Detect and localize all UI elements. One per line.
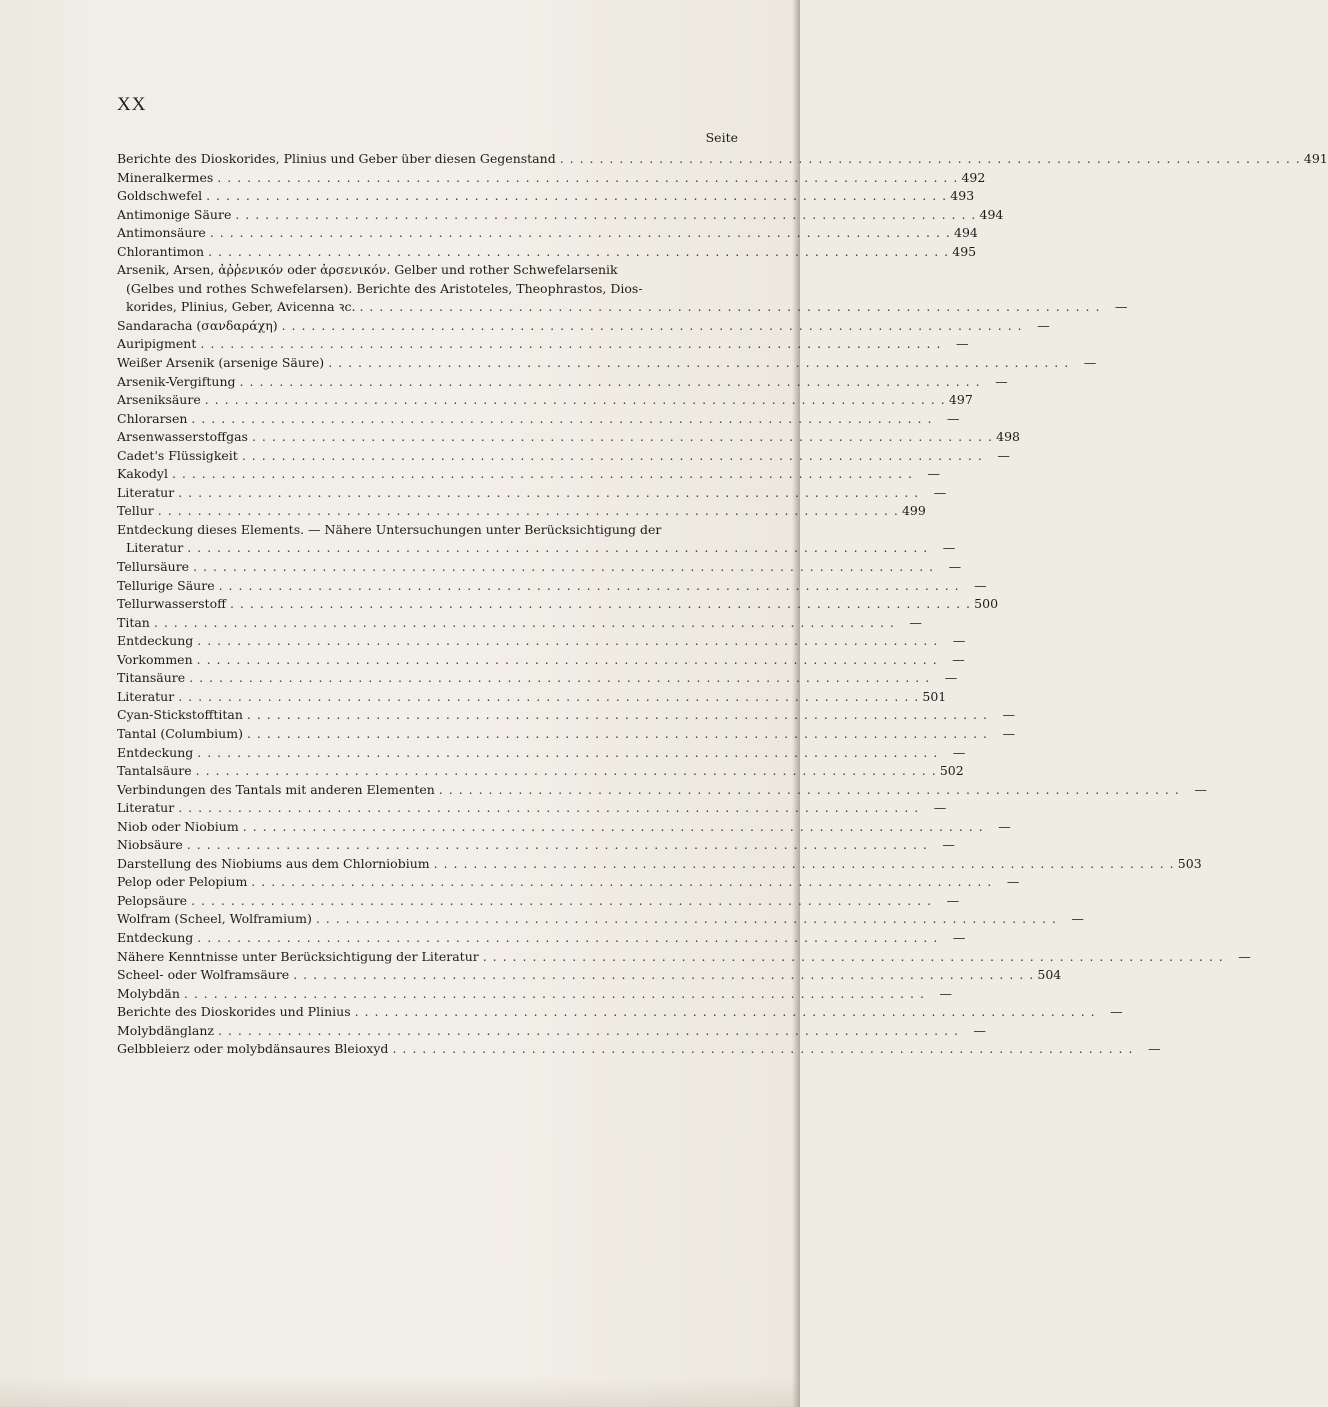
- toc-entry-title: Literatur: [117, 484, 175, 500]
- toc-entry-title: Entdeckung: [117, 744, 194, 760]
- toc-entry-title: Titansäure: [117, 670, 186, 686]
- toc-entry: [117, 781, 1207, 800]
- toc-entry-title: Literatur: [126, 540, 184, 556]
- toc-entry-title: Entdeckung: [117, 633, 194, 649]
- toc-entry-title: Wolfram (Scheel, Wolframium): [117, 911, 312, 927]
- toc-dot-leader: [289, 966, 1033, 985]
- toc-entry-title: Titan: [117, 614, 150, 630]
- toc-entry-title: Literatur: [117, 800, 175, 816]
- toc-entry-title: Chlorantimon: [117, 243, 205, 259]
- toc-dot-leader: [193, 929, 937, 948]
- toc-page-number: —: [998, 818, 1011, 834]
- toc-page-number: —: [946, 410, 960, 426]
- toc-entry: [117, 391, 973, 410]
- toc-entry-title: Chlorarsen: [117, 410, 188, 426]
- page-bottom-shade: [0, 1377, 800, 1407]
- toc-dot-leader: [183, 539, 927, 558]
- toc-page-number: —: [1006, 874, 1020, 890]
- toc-entry-title: Mineralkermes: [117, 169, 214, 185]
- toc-page-number: —: [1147, 1041, 1161, 1057]
- toc-page-number: —: [948, 559, 962, 575]
- page-column-label: Seite: [705, 130, 738, 145]
- toc-page-number: —: [1083, 355, 1097, 371]
- toc-entry: [117, 892, 960, 911]
- toc-entry-title: Sandaracha (σανδαράχη): [117, 317, 278, 333]
- toc-entry-title: Tantal (Columbium): [117, 725, 243, 741]
- toc-page-number: —: [1071, 911, 1084, 927]
- toc-entry: [117, 836, 955, 855]
- toc-entry: [117, 410, 960, 429]
- toc-entry: [117, 948, 1251, 967]
- toc-entry: [117, 818, 1011, 837]
- toc-entry: [117, 502, 926, 521]
- toc-entry: [117, 335, 969, 354]
- toc-entry: [117, 1040, 1161, 1059]
- toc-entry-line: [117, 539, 956, 558]
- toc-entry: [117, 317, 1050, 336]
- toc-page-number: —: [1194, 781, 1207, 797]
- toc-dot-leader: [150, 614, 894, 633]
- toc-dot-leader: [278, 317, 1022, 336]
- toc-entry-title: Scheel- oder Wolframsäure: [117, 967, 290, 983]
- toc-entry: [117, 762, 964, 781]
- toc-dot-leader: [174, 799, 918, 818]
- toc-page-number: —: [973, 1022, 987, 1038]
- toc-page-number: —: [939, 985, 952, 1001]
- toc-entry: [117, 428, 1020, 447]
- toc-dot-leader: [213, 169, 957, 188]
- toc-page-number: 500: [974, 596, 999, 612]
- toc-entry: [117, 187, 975, 206]
- toc-entry: [117, 224, 978, 243]
- toc-entry-title: Gelbbleierz oder molybdänsaures Bleioxyd: [117, 1041, 389, 1057]
- toc-entry: [117, 447, 1010, 466]
- toc-entry-title: Cyan-Stickstofftitan: [117, 707, 243, 723]
- toc-entry: [117, 206, 1004, 225]
- toc-dot-leader: [243, 725, 987, 744]
- toc-dot-leader: [215, 577, 959, 596]
- toc-dot-leader: [183, 836, 927, 855]
- toc-page-number: —: [942, 837, 955, 853]
- toc-entry-title: Niob oder Niobium: [117, 818, 239, 834]
- toc-entry-title: Arsenwasserstoffgas: [117, 429, 248, 445]
- toc-page-number: —: [952, 929, 966, 945]
- toc-page-number: 493: [950, 188, 975, 204]
- toc-entry: [117, 261, 1128, 317]
- toc-dot-leader: [192, 762, 936, 781]
- toc-page-number: —: [927, 466, 940, 482]
- toc-entry-title: Vorkommen: [117, 651, 193, 667]
- toc-page-number: 499: [901, 503, 926, 519]
- toc-page-number: —: [1002, 707, 1015, 723]
- toc-entry: [117, 651, 965, 670]
- toc-dot-leader: [180, 985, 924, 1004]
- toc-entry-line: [117, 298, 1128, 317]
- toc-entry: [117, 688, 947, 707]
- toc-page-number: 497: [948, 392, 973, 408]
- toc-dot-leader: [201, 391, 945, 410]
- toc-dot-leader: [243, 706, 987, 725]
- toc-dot-leader: [312, 910, 1056, 929]
- toc-entry: [117, 966, 1062, 985]
- toc-dot-leader: [351, 1003, 1095, 1022]
- toc-entry: [117, 873, 1020, 892]
- toc-dot-leader: [187, 892, 931, 911]
- toc-entry-title: Niobsäure: [117, 837, 183, 853]
- toc-entry-title: Berichte des Dioskorides und Plinius: [117, 1004, 351, 1020]
- toc-page-number: —: [952, 633, 966, 649]
- toc-entry-title: Goldschwefel: [117, 188, 203, 204]
- toc-page-number: 503: [1177, 855, 1202, 871]
- toc-entry: [117, 632, 966, 651]
- toc-dot-leader: [435, 781, 1179, 800]
- toc-dot-leader: [239, 818, 983, 837]
- toc-entry-line: [117, 261, 738, 280]
- toc-entry: [117, 855, 1202, 874]
- toc-dot-leader: [196, 335, 940, 354]
- toc-dot-leader: [556, 150, 1300, 169]
- toc-dot-leader: [187, 410, 931, 429]
- toc-entry: [117, 929, 966, 948]
- toc-entry: [117, 910, 1084, 929]
- toc-entry-title: Molybdänglanz: [117, 1022, 214, 1038]
- toc-entry-title: Auripigment: [117, 336, 197, 352]
- toc-entry-title: Entdeckung: [117, 929, 194, 945]
- toc-dot-leader: [189, 558, 933, 577]
- toc-page-number: —: [944, 670, 958, 686]
- toc-entry-title: Berichte des Dioskorides, Plinius und Geber über diesen Gegenstand: [117, 151, 556, 166]
- toc-dot-leader: [168, 465, 912, 484]
- toc-dot-leader: [479, 948, 1223, 967]
- toc-entry: [117, 577, 987, 596]
- toc-entry-title: Nähere Kenntnisse unter Berücksichtigung der Literatur: [117, 948, 479, 964]
- toc-entry-title: Tellurwasserstoff: [117, 596, 226, 612]
- toc-entry-title: Pelop oder Pelopium: [117, 874, 248, 890]
- toc-entry: [117, 669, 958, 688]
- toc-page-number: —: [1037, 317, 1050, 333]
- toc-entry: [117, 1022, 987, 1041]
- toc-entry-title: Cadet's Flüssigkeit: [117, 447, 238, 463]
- toc-page-number: 504: [1037, 967, 1062, 983]
- toc-page-number: —: [1114, 299, 1128, 315]
- toc-entry-title: Arsenik-Vergiftung: [117, 373, 236, 389]
- toc-dot-leader: [193, 632, 937, 651]
- toc-page-number: 498: [996, 429, 1020, 445]
- toc-entry: [117, 614, 922, 633]
- toc-entry: [117, 744, 966, 763]
- toc-entry: [117, 706, 1015, 725]
- toc-entry-title: Antimonige Säure: [117, 206, 232, 222]
- toc-page-number: —: [1002, 725, 1016, 741]
- table-of-contents: [117, 150, 1328, 1059]
- toc-page-number: —: [942, 540, 956, 556]
- toc-dot-leader: [226, 595, 970, 614]
- toc-dot-leader: [214, 1022, 958, 1041]
- toc-entry: [117, 465, 940, 484]
- toc-dot-leader: [206, 224, 950, 243]
- toc-page-number: —: [933, 484, 947, 500]
- toc-page-number: 495: [952, 243, 977, 259]
- toc-entry-title: Tellur: [117, 503, 154, 519]
- toc-entry-title: Arsenik, Arsen, ἀῤῥενικόν oder ἀρσενικόν. Gelber und rother Schwefelarsenik: [117, 262, 618, 278]
- toc-entry: [117, 799, 947, 818]
- toc-entry: [117, 150, 1328, 169]
- toc-page-number: —: [955, 336, 969, 352]
- toc-entry: [117, 558, 962, 577]
- toc-page-number: 502: [939, 763, 964, 779]
- toc-entry: [117, 725, 1016, 744]
- toc-page-number: —: [995, 373, 1008, 389]
- toc-dot-leader: [193, 744, 937, 763]
- toc-dot-leader: [174, 484, 918, 503]
- toc-page-number: —: [952, 651, 965, 667]
- toc-dot-leader: [193, 651, 937, 670]
- toc-entry-title: Entdeckung dieses Elements. — Nähere Untersuchungen unter Berücksichtigung der: [117, 521, 662, 537]
- toc-page-number: 494: [979, 206, 1004, 222]
- toc-entry: [117, 985, 952, 1004]
- toc-entry-title: Weißer Arsenik (arsenige Säure): [117, 355, 325, 371]
- toc-dot-leader: [202, 187, 946, 206]
- toc-entry: [117, 373, 1008, 392]
- toc-page-number: —: [974, 577, 987, 593]
- toc-entry: [117, 484, 947, 503]
- toc-entry-title: Kakodyl: [117, 466, 168, 482]
- toc-entry: [117, 1003, 1123, 1022]
- toc-dot-leader: [247, 873, 991, 892]
- toc-entry-title: Darstellung des Niobiums aus dem Chlorniobium: [117, 855, 430, 871]
- toc-entry-line: [117, 521, 738, 540]
- toc-entry-title: Tellursäure: [117, 559, 190, 575]
- toc-dot-leader: [236, 373, 980, 392]
- toc-entry-title: Antimonsäure: [117, 225, 206, 241]
- toc-dot-leader: [204, 243, 948, 262]
- page-edge-shadow: [792, 0, 800, 1407]
- toc-dot-leader: [355, 298, 1099, 317]
- toc-dot-leader: [248, 428, 992, 447]
- toc-entry-title: Tellurige Säure: [117, 577, 215, 593]
- toc-page-number: —: [933, 800, 947, 816]
- toc-dot-leader: [388, 1040, 1132, 1059]
- toc-entry: [117, 169, 986, 188]
- toc-entry: [117, 354, 1097, 373]
- toc-page-number: —: [952, 744, 966, 760]
- page-number: XX: [117, 94, 147, 115]
- toc-dot-leader: [174, 688, 918, 707]
- toc-entry-title: Arseniksäure: [117, 392, 201, 408]
- toc-dot-leader: [185, 669, 929, 688]
- toc-entry-title: Molybdän: [117, 985, 180, 1001]
- toc-page-number: —: [946, 892, 960, 908]
- toc-dot-leader: [231, 206, 975, 225]
- toc-entry: [117, 521, 956, 558]
- toc-entry-title: Verbindungen des Tantals mit anderen Elementen: [117, 781, 435, 797]
- toc-page-number: —: [1110, 1004, 1123, 1020]
- toc-page-number: 501: [922, 688, 947, 704]
- toc-dot-leader: [324, 354, 1068, 373]
- toc-page-number: 494: [954, 225, 978, 241]
- toc-entry-title: Tantalsäure: [117, 763, 192, 779]
- toc-page-number: —: [1238, 948, 1251, 964]
- toc-page-number: 491: [1303, 151, 1328, 166]
- toc-dot-leader: [154, 502, 898, 521]
- toc-page-number: —: [997, 447, 1010, 463]
- toc-dot-leader: [430, 855, 1174, 874]
- toc-entry: [117, 243, 977, 262]
- toc-entry-title: Literatur: [117, 688, 175, 704]
- toc-entry-title: (Gelbes und rothes Schwefelarsen). Berichte des Aristoteles, Theophrastos, Dios-: [126, 280, 643, 296]
- toc-dot-leader: [238, 447, 982, 466]
- toc-page-number: —: [909, 614, 922, 630]
- toc-page-number: 492: [961, 169, 986, 185]
- toc-entry: [117, 595, 999, 614]
- toc-entry-line: [117, 280, 738, 299]
- toc-entry-title: Pelopsäure: [117, 892, 188, 908]
- toc-entry-title: korides, Plinius, Geber, Avicenna ꝛc.: [126, 299, 356, 315]
